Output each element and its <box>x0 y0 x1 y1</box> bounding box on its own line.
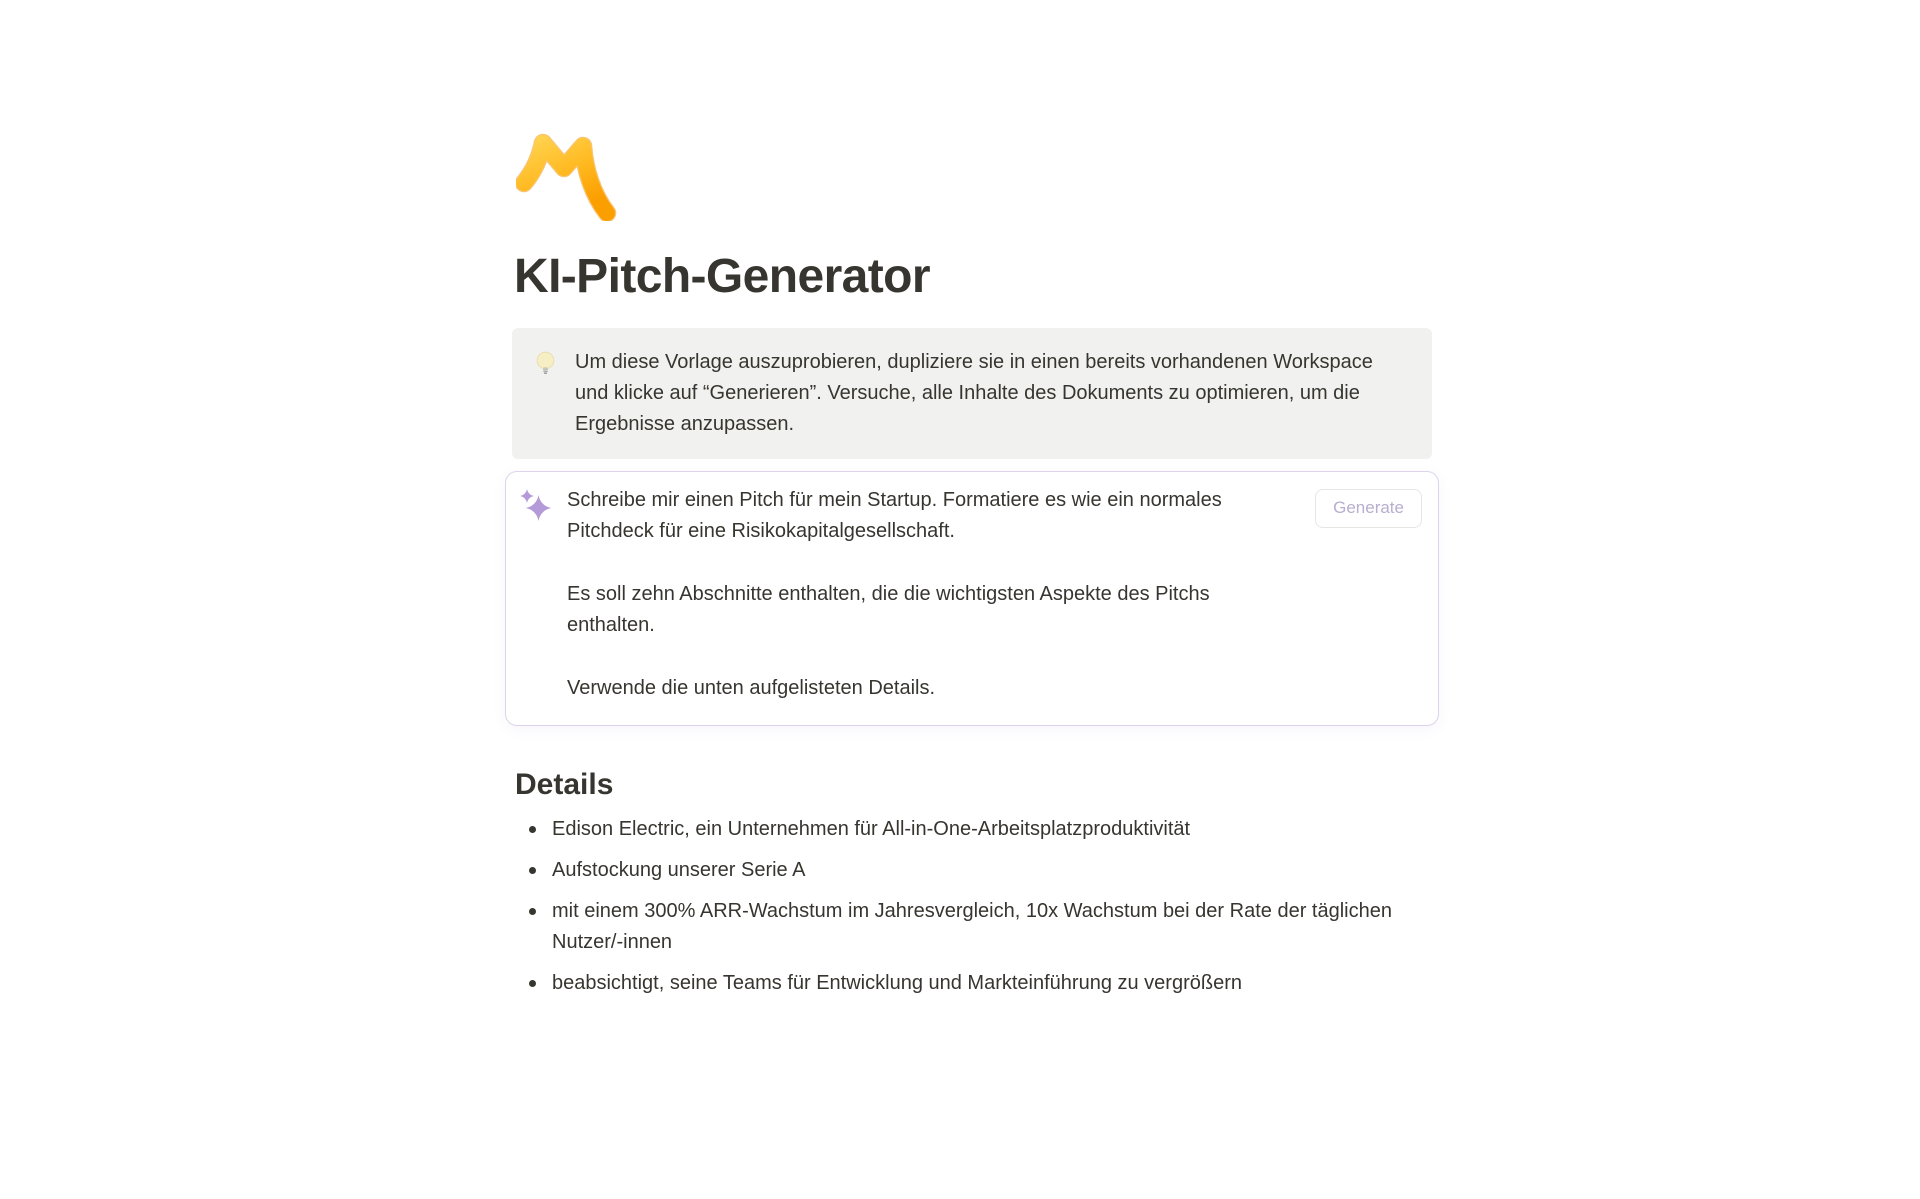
bullet-icon <box>529 908 536 915</box>
ai-prompt-block[interactable] <box>505 471 1439 726</box>
generate-button[interactable]: Generate <box>1315 489 1422 528</box>
list-item[interactable] <box>515 850 1432 891</box>
ai-prompt-text <box>567 485 1288 704</box>
bullet-icon <box>529 867 536 874</box>
ai-prompt-paragraph: Verwende die unten aufgelisteten Details. <box>567 676 936 699</box>
callout-text: Um diese Vorlage auszuprobieren, dupliziere sie in einen bereits vorhandenen Workspace und klicke auf “Generieren”. Versuche, alle Inhalte des Dokuments zu optimieren, um die Ergebnisse anzupassen. <box>575 350 1373 435</box>
light-bulb-icon <box>532 347 559 377</box>
page-icon-part-alternation-mark[interactable] <box>516 133 620 221</box>
list-item-text: Edison Electric, ein Unternehmen für All-in-One-Arbeitsplatzproduktivität <box>552 817 1191 840</box>
list-item[interactable] <box>515 891 1432 963</box>
details-list <box>512 809 1432 1004</box>
list-item[interactable] <box>515 963 1432 1004</box>
ai-prompt-paragraph: Es soll zehn Abschnitte enthalten, die die wichtigsten Aspekte des Pitchs enthalten. <box>567 582 1210 636</box>
ai-prompt-paragraph: Schreibe mir einen Pitch für mein Startup. Formatiere es wie ein normales Pitchdeck für eine Risikokapitalgesellschaft. <box>567 488 1222 542</box>
sparkles-icon <box>519 485 553 521</box>
bullet-icon <box>529 826 536 833</box>
bullet-icon <box>529 980 536 987</box>
list-item-text: mit einem 300% ARR-Wachstum im Jahresvergleich, 10x Wachstum bei der Rate der täglichen Nutzer/-innen <box>552 899 1392 953</box>
list-item[interactable] <box>515 809 1432 850</box>
list-item-text: beabsichtigt, seine Teams für Entwicklung und Markteinführung zu vergrößern <box>552 971 1242 994</box>
notion-page <box>512 0 1432 1004</box>
page-title[interactable]: KI-Pitch-Generator <box>514 250 930 303</box>
part-alternation-mark-icon <box>516 133 620 221</box>
details-heading[interactable]: Details <box>515 767 614 801</box>
list-item-text: Aufstockung unserer Serie A <box>552 858 806 881</box>
callout-block[interactable] <box>512 328 1432 459</box>
